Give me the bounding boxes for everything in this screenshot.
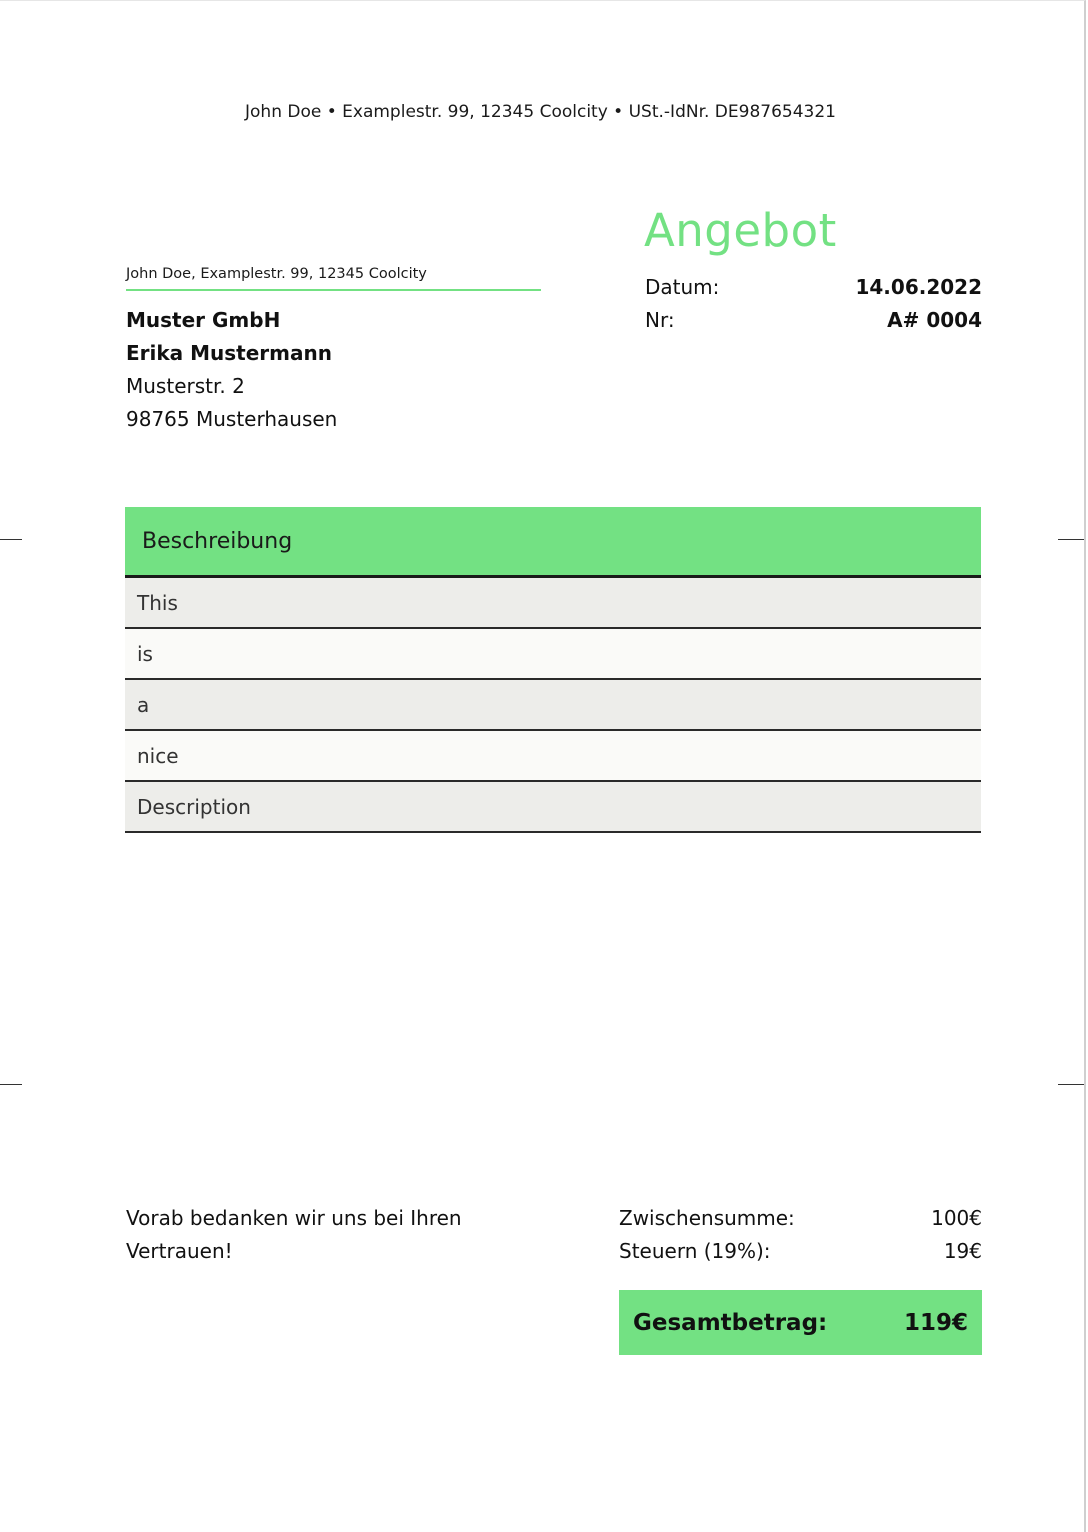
tax-row [619, 1235, 982, 1268]
number-value: A# 0004 [887, 308, 982, 332]
document-meta [645, 271, 982, 337]
recipient-company: Muster GmbH [126, 308, 281, 332]
tax-value: 19€ [943, 1239, 982, 1263]
items-table [125, 507, 981, 833]
table-row [125, 730, 981, 781]
thanks-note [126, 1202, 546, 1268]
recipient-street: Musterstr. 2 [126, 374, 245, 398]
subtotal-label: Zwischensumme: [619, 1206, 795, 1230]
fold-mark-left-bottom [0, 1084, 22, 1085]
table-row [125, 679, 981, 730]
table-row [125, 577, 981, 629]
date-label: Datum: [645, 275, 720, 299]
fold-mark-left-top [0, 539, 22, 540]
recipient-block [126, 304, 337, 436]
number-label: Nr: [645, 308, 675, 332]
fold-mark-right-top [1058, 539, 1084, 540]
table-cell-description: Description [125, 781, 981, 832]
number-row [645, 304, 982, 337]
table-cell-description: a [125, 679, 981, 730]
tax-label: Steuern (19%): [619, 1239, 771, 1263]
thanks-line-1: Vorab bedanken wir uns bei Ihren [126, 1206, 462, 1230]
recipient-name: Erika Mustermann [126, 341, 332, 365]
subtotal-row [619, 1202, 982, 1235]
grand-total-label: Gesamtbetrag: [633, 1309, 828, 1336]
sender-header: John Doe • Examplestr. 99, 12345 Coolcity • USt.-IdNr. DE987654321 [245, 102, 836, 122]
recipient-city: 98765 Musterhausen [126, 407, 338, 431]
table-row [125, 781, 981, 832]
grand-total-value: 119€ [903, 1309, 968, 1336]
date-row [645, 271, 982, 304]
fold-mark-right-bottom [1058, 1084, 1084, 1085]
thanks-line-2: Vertrauen! [126, 1239, 233, 1263]
table-row [125, 628, 981, 679]
column-header-description: Beschreibung [125, 507, 981, 577]
table-cell-description: nice [125, 730, 981, 781]
document-title: Angebot [644, 204, 837, 257]
table-cell-description: is [125, 628, 981, 679]
table-cell-description: This [125, 577, 981, 629]
date-value: 14.06.2022 [855, 275, 982, 299]
items-header-row [125, 507, 981, 577]
return-address: John Doe, Examplestr. 99, 12345 Coolcity [126, 265, 541, 291]
grand-total-box [619, 1290, 982, 1355]
subtotal-value: 100€ [931, 1206, 982, 1230]
totals-block [619, 1202, 982, 1268]
